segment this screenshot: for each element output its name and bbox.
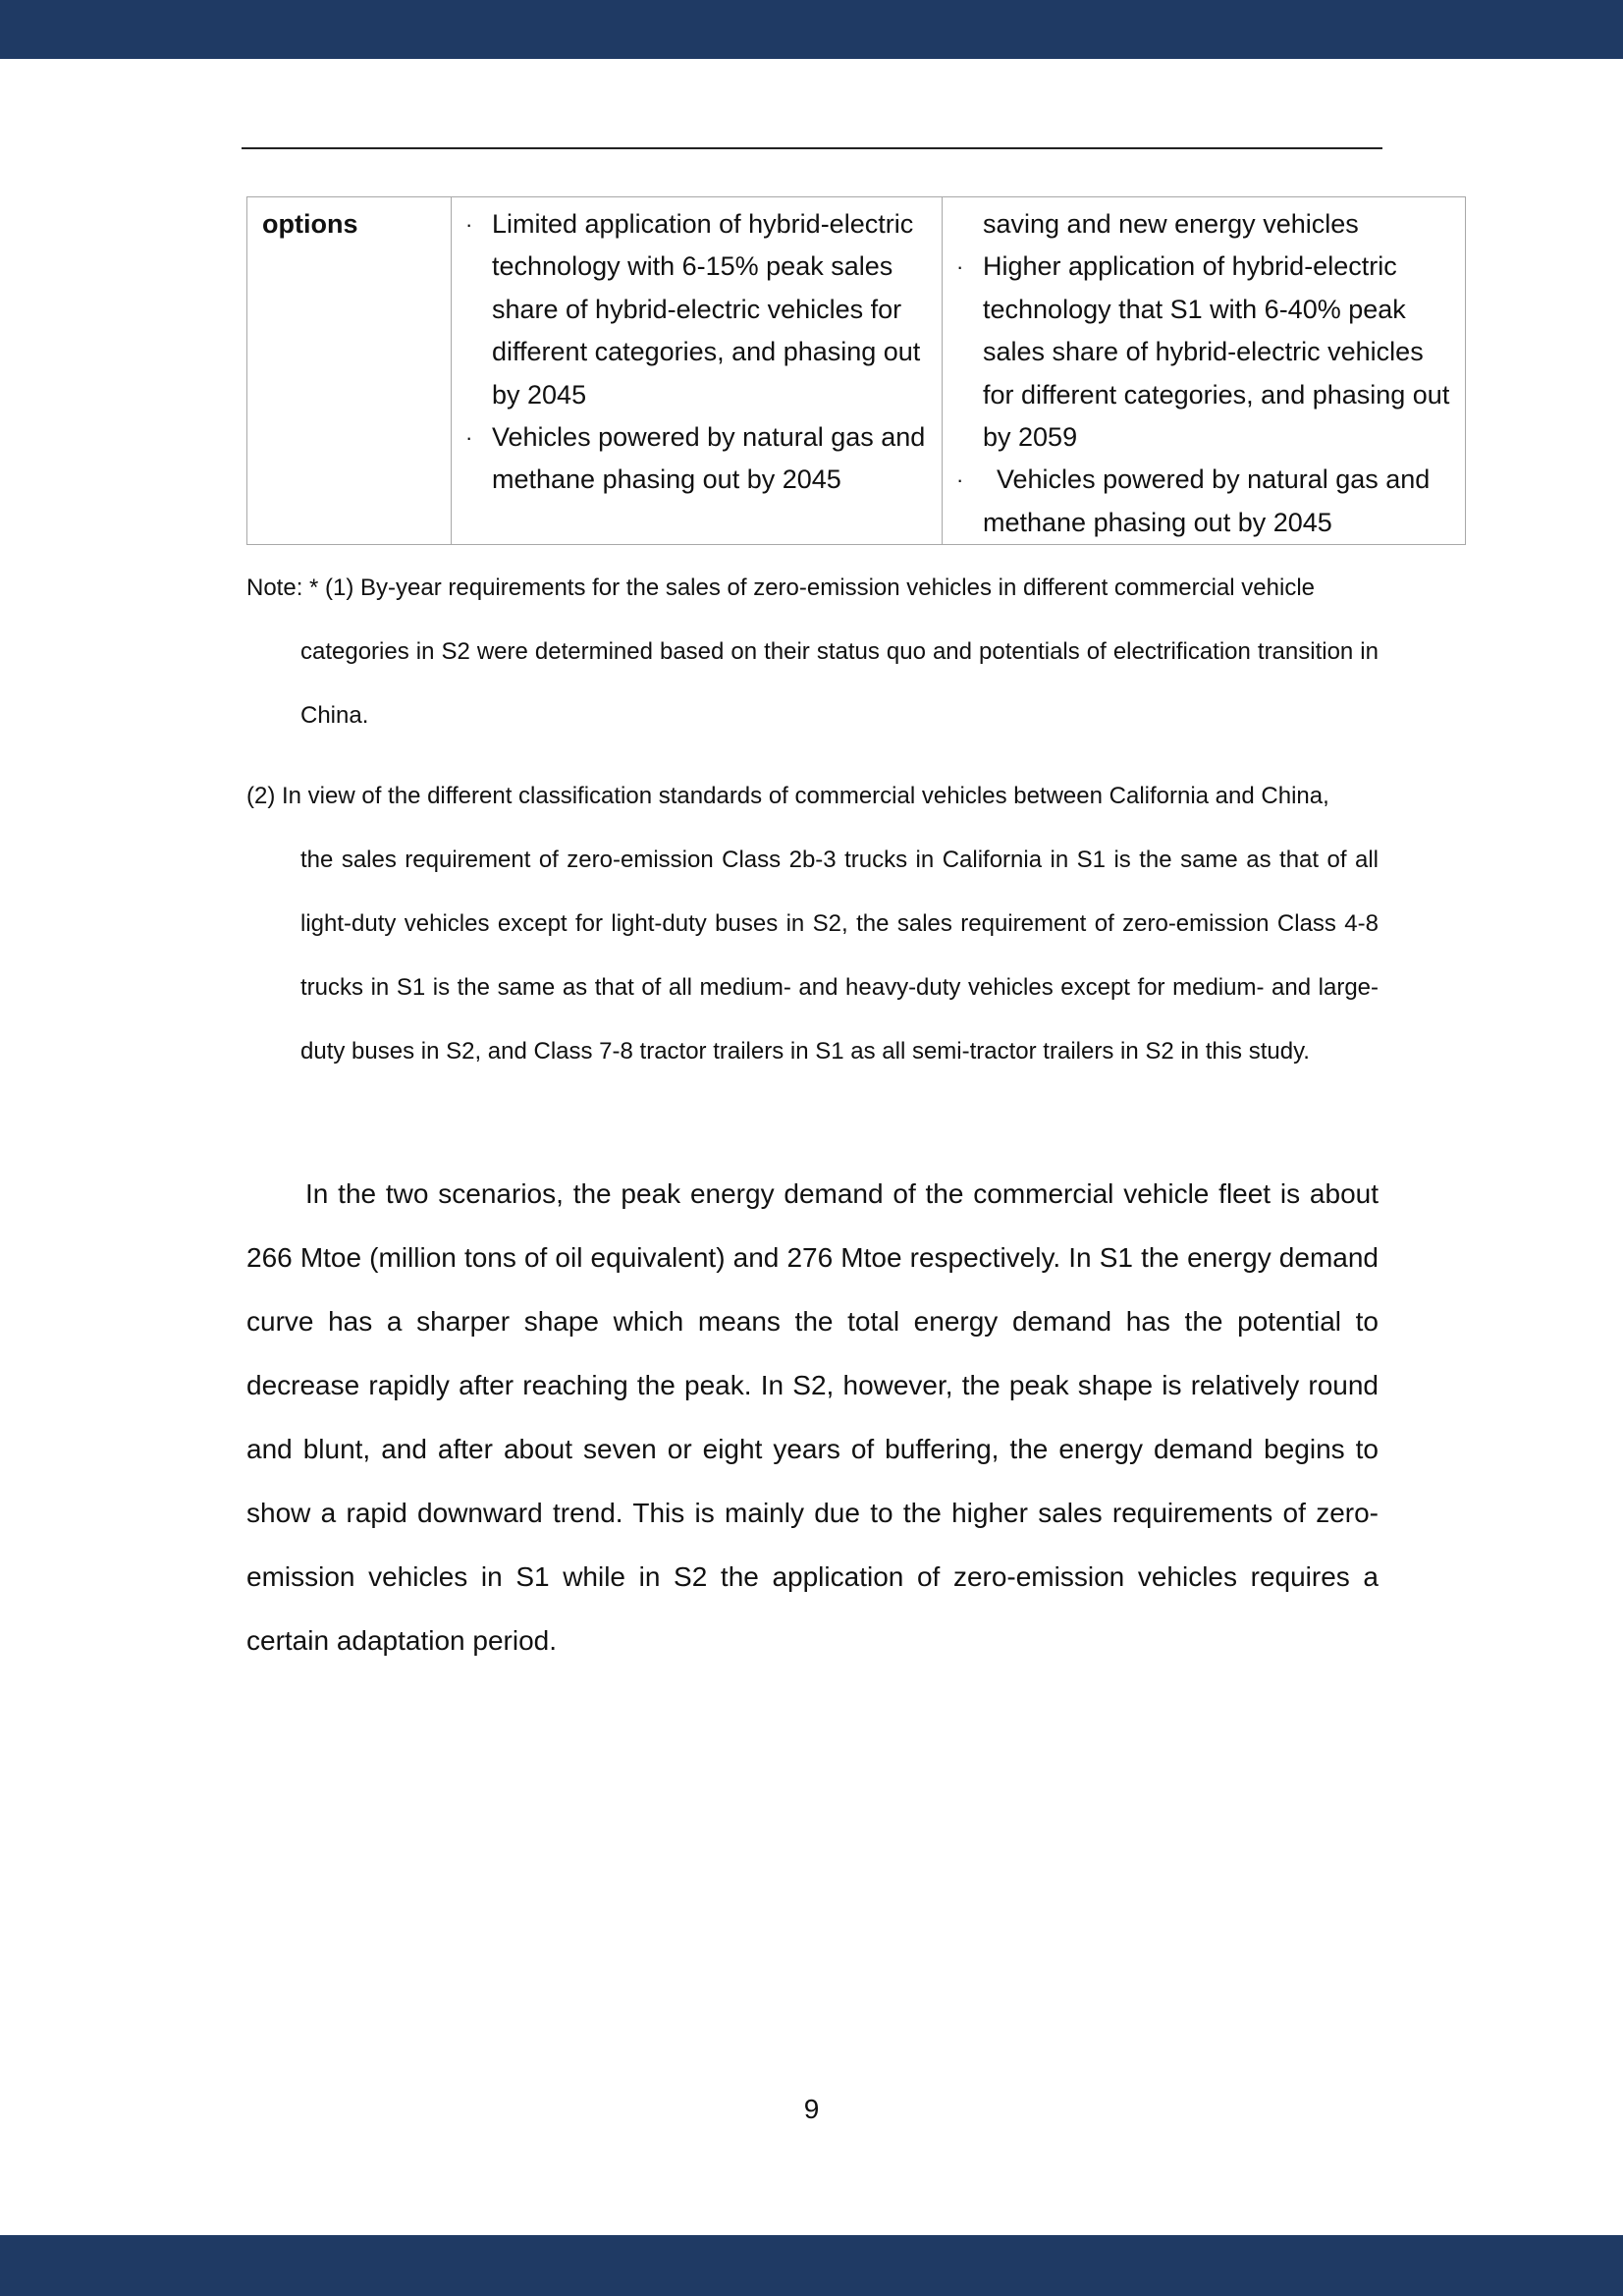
row-label-cell — [247, 197, 452, 545]
note-body: categories in S2 were determined based on their status quo and potentials of electrification transition in China. — [300, 638, 1379, 729]
bullet-text: Limited application of hybrid-electric technology with 6-15% peak sales share of hybrid-electric vehicles for different categories, and phasing out by 2045 — [492, 209, 921, 410]
bullet-icon: · — [465, 212, 473, 237]
bullet-text: Vehicles powered by natural gas and methane phasing out by 2045 — [983, 465, 1431, 537]
table-note-2 — [246, 764, 1379, 1083]
table-note-1 — [246, 556, 1379, 747]
s1-bullet-list — [452, 203, 942, 502]
continued-text: saving and new energy vehicles — [983, 209, 1359, 239]
note-lead: Note: * (1) By-year requirements for the sales of zero-emission vehicles in different commercial vehicle — [246, 574, 1315, 601]
row-label: options — [262, 209, 358, 239]
scenario-options-table — [246, 196, 1466, 545]
s2-bullet-list — [943, 246, 1465, 544]
note-lead: (2) In view of the different classification standards of commercial vehicles between California and China, — [246, 783, 1329, 809]
bullet-icon: · — [956, 254, 964, 280]
table-row — [247, 197, 1466, 545]
bullet-icon: · — [465, 425, 473, 451]
note-body: the sales requirement of zero-emission Class 2b-3 trucks in California in S1 is the same as that of all light-duty vehicles except for light-duty buses in S2, the sales requirement of zero-emission Class 4-8 trucks in S1 is the same as that of all medium- and heavy-duty vehicles except for medium- and large-duty buses in S2, and Class 7-8 tractor trailers in S1 as all semi-tractor trailers in S2 in this study. — [300, 847, 1379, 1065]
footer-band — [0, 2235, 1623, 2296]
bullet-icon: · — [956, 467, 964, 493]
header-rule — [242, 147, 1382, 149]
list-item — [452, 203, 942, 416]
s2-options-cell — [943, 197, 1466, 545]
s1-options-cell — [452, 197, 943, 545]
list-item — [943, 246, 1465, 459]
body-paragraph: In the two scenarios, the peak energy demand of the commercial vehicle fleet is about 266 Mtoe (million tons of oil equivalent) and 276 Mtoe respectively. In S1 the energy demand curve has a sharper shape which means the total energy demand has the potential to decrease rapidly after reaching the peak. In S2, however, the peak shape is relatively round and blunt, and after about seven or eight years of buffering, the energy demand begins to show a rapid downward trend. This is mainly due to the higher sales requirements of zero-emission vehicles in S1 while in S2 the application of zero-emission vehicles requires a certain adaptation period. — [246, 1178, 1379, 1656]
bullet-text: Higher application of hybrid-electric technology that S1 with 6-40% peak sales share of hybrid-electric vehicles for different categories, and phasing out by 2059 — [983, 251, 1450, 453]
page-number: 9 — [803, 2094, 820, 2124]
list-item — [452, 416, 942, 502]
header-band — [0, 0, 1623, 59]
bullet-text: Vehicles powered by natural gas and methane phasing out by 2045 — [492, 422, 926, 495]
list-item — [943, 459, 1465, 544]
